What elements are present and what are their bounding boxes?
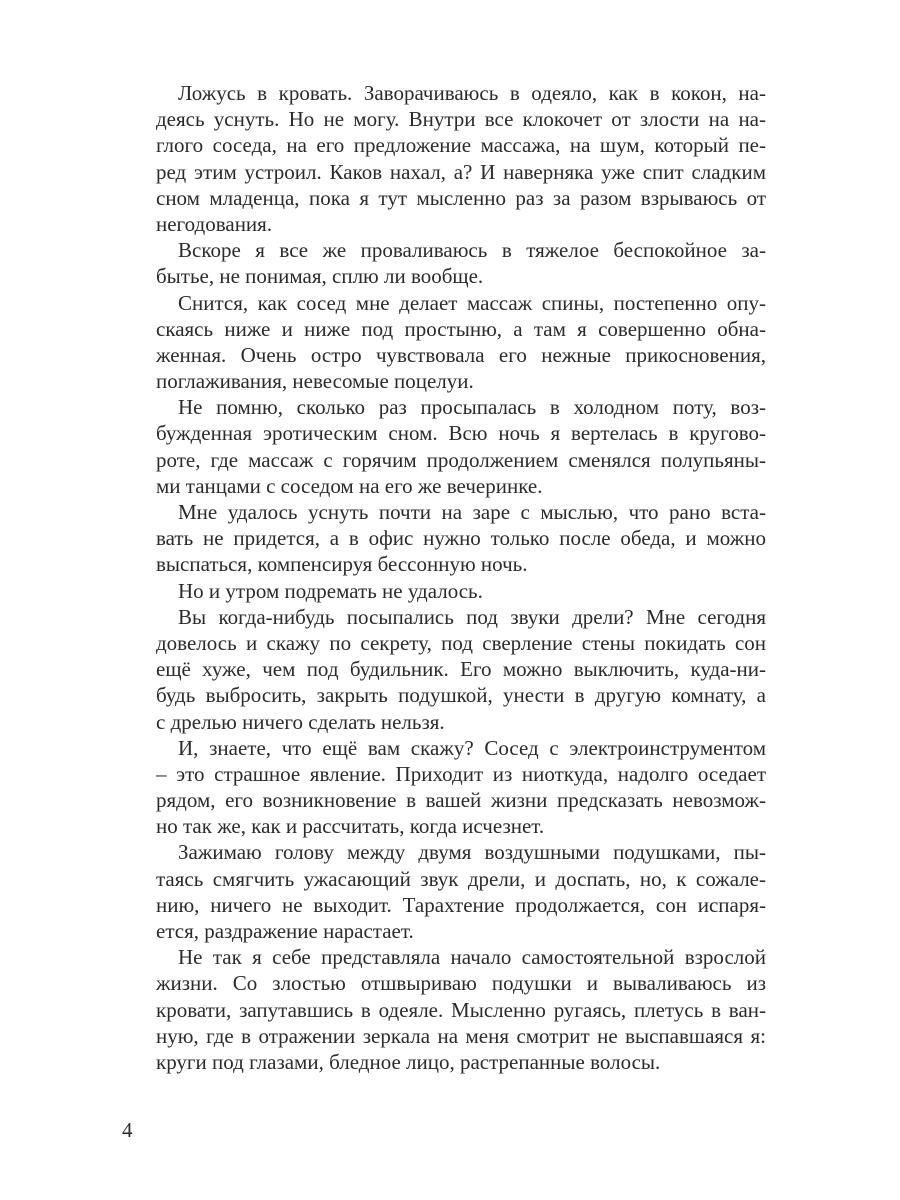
text-line: Ложусь в кровать. Заворачиваюсь в одеяло, как в кокон, на-: [178, 81, 766, 105]
text-line: таясь смягчить ужасающий звук дрели, и доспать, но, к сожале-: [156, 866, 766, 891]
text-line: Зажимаю голову между двумя воздушными подушками, пы-: [178, 840, 766, 865]
paragraph-7: [134, 604, 766, 735]
text-line: сном младенца, пока я тут мысленно раз за разом взрываюсь от: [156, 185, 766, 210]
text-line: поглаживания, невесомые поцелуи.: [156, 369, 474, 394]
paragraph-8: [134, 735, 766, 840]
paragraph-1: [134, 80, 766, 237]
paragraph-9: [134, 839, 766, 944]
text-line: ется, раздражение нарастает.: [156, 919, 414, 943]
text-line: вать не придется, а в офис нужно только после обеда, и можно: [156, 526, 766, 551]
text-line: И, знаете, что ещё вам скажу? Сосед с электроинструментом: [178, 735, 766, 760]
paragraph-10: [134, 944, 766, 1075]
paragraph-5: [134, 499, 766, 578]
text-line: бужденная эротическим сном. Всю ночь я вертелась в кругово-: [156, 421, 766, 446]
text-line: будь выбросить, закрыть подушкой, унести в другую комнату, а: [156, 683, 766, 708]
text-line: ред этим устроил. Каков нахал, а? И наверняка уже спит сладким: [156, 159, 766, 184]
text-line: рядом, его возникновение в вашей жизни предсказать невозмож-: [156, 788, 766, 813]
text-line: с дрелью ничего сделать нельзя.: [156, 709, 445, 734]
text-line: ещё хуже, чем под будильник. Его можно выключить, куда-ни-: [156, 657, 766, 682]
text-line: роте, где массаж с горячим продолжением сменялся полупьяны-: [156, 447, 766, 472]
text-line: жизни. Со злостью отшвыриваю подушки и вываливаюсь из: [156, 971, 766, 996]
body-text: [134, 80, 766, 1075]
text-line: нию, ничего не выходит. Тарахтение продолжается, сон испаря-: [156, 892, 766, 917]
text-line: Не помню, сколько раз просыпалась в холодном поту, воз-: [178, 395, 766, 420]
paragraph-6: [134, 578, 766, 604]
text-line: – это страшное явление. Приходит из ниоткуда, надолго оседает: [156, 761, 766, 786]
text-line: ную, где в отражении зеркала на меня смотрит не выспавшаяся я:: [156, 1023, 766, 1048]
text-line: ми танцами с соседом на его же вечеринке.: [156, 473, 543, 498]
text-line: скаясь ниже и ниже под простыню, а там я совершенно обна-: [156, 316, 766, 341]
text-line: круги под глазами, бледное лицо, растрепанные волосы.: [156, 1049, 661, 1074]
text-line: Мне удалось уснуть почти на заре с мыслью, что рано вста-: [178, 500, 766, 524]
text-line: но так же, как и рассчитать, когда исчезнет.: [156, 814, 545, 839]
paragraph-4: [134, 394, 766, 499]
text-line: глого соседа, на его предложение массажа, на шум, который пе-: [156, 133, 766, 158]
text-line: кровати, запутавшись в одеяле. Мысленно ругаясь, плетусь в ван-: [156, 997, 766, 1022]
text-line: Вы когда-нибудь посыпались под звуки дрели? Мне сегодня: [178, 604, 766, 629]
paragraph-3: [134, 290, 766, 395]
text-line: Снится, как сосед мне делает массаж спины, постепенно опу-: [178, 290, 766, 315]
text-line: Вскоре я все же проваливаюсь в тяжелое беспокойное за-: [178, 238, 766, 263]
text-line: женная. Очень остро чувствовала его нежные прикосновения,: [156, 342, 766, 367]
text-line: выспаться, компенсируя бессонную ночь.: [156, 552, 528, 577]
text-line: деясь уснуть. Но не могу. Внутри все клокочет от злости на на-: [156, 107, 766, 132]
text-line: бытье, не понимая, сплю ли вообще.: [156, 264, 484, 289]
text-line: довелось и скажу по секрету, под сверление стены покидать сон: [156, 630, 766, 655]
text-line: негодования.: [156, 211, 273, 236]
paragraph-2: [134, 237, 766, 289]
page-number: 4: [122, 1118, 133, 1142]
text-line: Не так я себе представляла начало самостоятельной взрослой: [178, 945, 766, 970]
text-line: Но и утром подремать не удалось.: [178, 578, 483, 603]
